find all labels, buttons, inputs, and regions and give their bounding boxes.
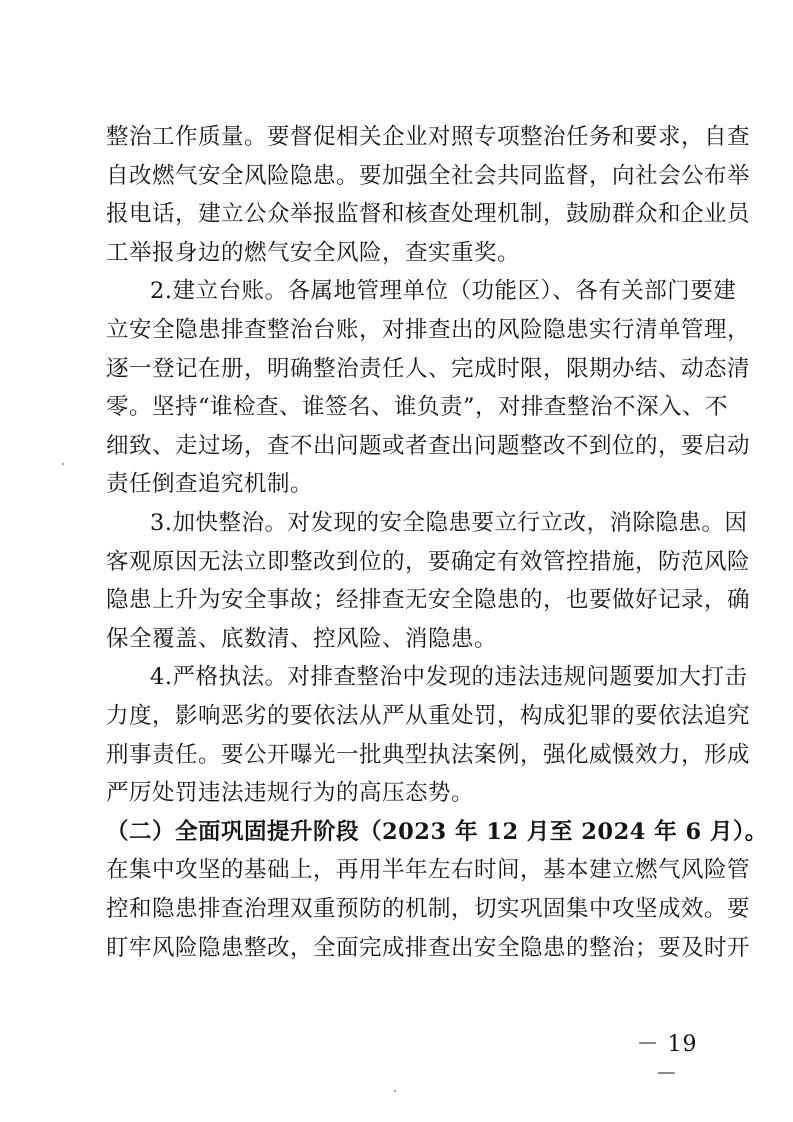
text-line: 细致、走过场，查不出问题或者查出问题整改不到位的，要启动 [106, 433, 751, 459]
text-line: 客观原因无法立即整改到位的，要确定有效管控措施，防范风险 [106, 549, 751, 575]
text-line: 2.建立台账。各属地管理单位（功能区）、各有关部门要建 [150, 278, 737, 304]
text-line: 隐患上升为安全事故；经排查无安全隐患的，也要做好记录，确 [106, 587, 751, 613]
text-line: 立安全隐患排查整治台账，对排查出的风险隐患实行清单管理， [106, 317, 751, 343]
section-heading: （二）全面巩固提升阶段（2023 年 12 月至 2024 年 6 月）。 [106, 819, 768, 845]
page-number: － 19 － [636, 1032, 698, 1087]
text-line: 严厉处罚违法违规行为的高压态势。 [106, 780, 475, 806]
text-line: 逐一登记在册，明确整治责任人、完成时限，限期办结、动态清 [106, 356, 751, 382]
text-line: 刑事责任。要公开曝光一批典型执法案例，强化威慑效力，形成 [106, 742, 751, 768]
text-line: 零。坚持“谁检查、谁签名、谁负责”，对排查整治不深入、不 [106, 394, 729, 420]
text-line: 责任倒查追究机制。 [106, 471, 314, 497]
text-line: 4.严格执法。对排查整治中发现的违法违规问题要加大打击 [150, 664, 748, 690]
text-line: 工举报身边的燃气安全风险，查实重奖。 [106, 240, 521, 266]
text-line: 自改燃气安全风险隐患。要加强全社会共同监督，向社会公布举 [106, 163, 751, 189]
text-line: 力度，影响恶劣的要依法从严从重处罚，构成犯罪的要依法追究 [106, 703, 751, 729]
text-line: 3.加快整治。对发现的安全隐患要立行立改，消除隐患。因 [150, 510, 748, 536]
text-line: 整治工作质量。要督促相关企业对照专项整治任务和要求，自查 [106, 124, 751, 150]
text-line: 保全覆盖、底数清、控风险、消隐患。 [106, 626, 498, 652]
text-line: 盯牢风险隐患整改，全面完成排查出安全隐患的整治；要及时开 [106, 935, 751, 961]
text-line: 控和隐患排查治理双重预防的机制，切实巩固集中攻坚成效。要 [106, 896, 751, 922]
text-line: 在集中攻坚的基础上，再用半年左右时间，基本建立燃气风险管 [106, 857, 751, 883]
text-line: 报电话，建立公众举报监督和核查处理机制，鼓励群众和企业员 [106, 201, 751, 227]
